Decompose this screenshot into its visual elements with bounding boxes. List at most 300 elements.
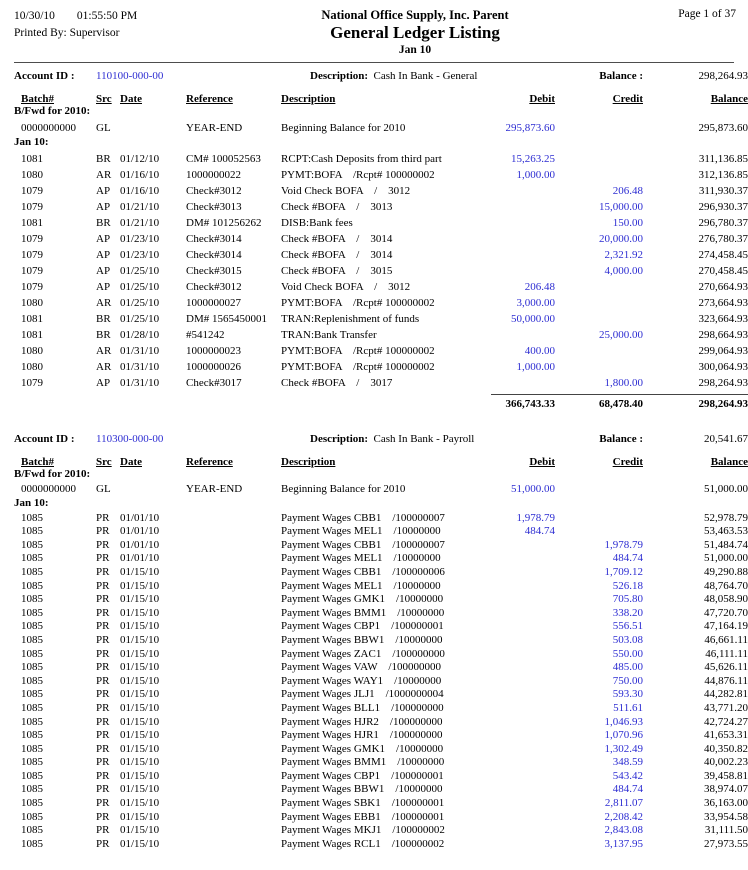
cell-date: 01/15/10 xyxy=(120,579,160,592)
cell-balance: 270,458.45 xyxy=(698,265,748,277)
cell-balance: 299,064.93 xyxy=(698,345,748,357)
table-row xyxy=(14,838,748,852)
cell-credit: 556.51 xyxy=(612,620,643,633)
cell-src: PR xyxy=(96,688,110,701)
cell-credit: 484.74 xyxy=(612,783,643,796)
column-header-src: Src xyxy=(96,456,112,468)
cell-balance: 53,463.53 xyxy=(704,525,748,538)
column-header-date: Date xyxy=(120,93,142,105)
cell-credit: 484.74 xyxy=(612,552,643,565)
table-row xyxy=(14,566,748,580)
cell-debit: 1,000.00 xyxy=(516,169,555,181)
cell-description: Payment Wages SBK1 /100000001 xyxy=(281,797,445,810)
cell-batch: 1085 xyxy=(21,769,43,782)
cell-balance: 298,264.93 xyxy=(698,377,748,389)
cell-src: PR xyxy=(96,729,110,742)
cell-batch: 1079 xyxy=(21,233,43,245)
table-row xyxy=(14,716,748,730)
cell-balance: 43,771.20 xyxy=(704,701,748,714)
cell-balance: 48,058.90 xyxy=(704,593,748,606)
cell-batch: 1080 xyxy=(21,297,43,309)
cell-credit: 1,800.00 xyxy=(604,377,643,389)
table-row xyxy=(14,183,748,199)
cell-date: 01/15/10 xyxy=(120,593,160,606)
cell-date: 01/15/10 xyxy=(120,810,160,823)
cell-batch: 1085 xyxy=(21,742,43,755)
table-row xyxy=(14,702,748,716)
table-row xyxy=(14,661,748,675)
table-row xyxy=(14,824,748,838)
cell-date: 01/25/10 xyxy=(120,313,160,325)
cell-credit: 3,137.95 xyxy=(604,837,643,850)
cell-description: Payment Wages JLJ1 /1000000004 xyxy=(281,688,444,701)
cell-debit: 1,978.79 xyxy=(516,511,555,524)
cell-credit: 150.00 xyxy=(612,217,643,229)
cell-batch: 1085 xyxy=(21,633,43,646)
table-row xyxy=(14,279,748,295)
cell-balance: 31,111.50 xyxy=(704,824,748,837)
cell-batch: 1085 xyxy=(21,606,43,619)
cell-date: 01/01/10 xyxy=(120,538,160,551)
cell-batch: 1085 xyxy=(21,824,43,837)
cell-balance: 38,974.07 xyxy=(704,783,748,796)
cell-reference: Check#3012 xyxy=(186,281,242,293)
cell-reference: 1000000022 xyxy=(186,169,241,181)
cell-balance: 41,653.31 xyxy=(704,729,748,742)
cell-reference: Check#3017 xyxy=(186,377,242,389)
cell-reference: #541242 xyxy=(186,329,225,341)
cell-description: PYMT:BOFA /Rcpt# 100000002 xyxy=(281,361,435,373)
cell-batch: 1079 xyxy=(21,281,43,293)
cell-date: 01/15/10 xyxy=(120,633,160,646)
description-label: Description: xyxy=(310,70,369,82)
cell-credit: 485.00 xyxy=(612,661,643,674)
cell-src: PR xyxy=(96,742,110,755)
cell-date: 01/15/10 xyxy=(120,715,160,728)
cell-balance: 52,978.79 xyxy=(704,511,748,524)
accounts-list xyxy=(0,63,748,851)
total-balance xyxy=(643,394,748,410)
report-title: General Ledger Listing xyxy=(330,23,500,42)
cell-src: AP xyxy=(96,201,111,213)
account-description xyxy=(296,70,555,82)
cell-description: Payment Wages GMK1 /10000000 xyxy=(281,742,444,755)
company-name: National Office Supply, Inc. Parent xyxy=(321,8,509,22)
cell-credit: 750.00 xyxy=(612,674,643,687)
cell-date: 01/23/10 xyxy=(120,249,160,261)
cell-date: 01/31/10 xyxy=(120,361,160,373)
cell-credit: 550.00 xyxy=(612,647,643,660)
column-header-date: Date xyxy=(120,456,142,468)
account-id-value: 110300-000-00 xyxy=(96,433,164,445)
cell-batch: 1085 xyxy=(21,511,43,524)
cell-credit: 1,978.79 xyxy=(604,538,643,551)
cell-src: PR xyxy=(96,661,110,674)
cell-src: PR xyxy=(96,552,110,565)
cell-src: PR xyxy=(96,633,110,646)
cell-batch: 1085 xyxy=(21,620,43,633)
account-info-row xyxy=(14,426,748,451)
table-row xyxy=(14,593,748,607)
cell-credit: 511.61 xyxy=(613,701,643,714)
cell-description: Check #BOFA / 3014 xyxy=(281,249,393,261)
cell-description: Check #BOFA / 3017 xyxy=(281,377,393,389)
cell-balance: 296,930.37 xyxy=(698,201,748,213)
cell-reference: CM# 100052563 xyxy=(186,153,261,165)
cell-reference: 1000000027 xyxy=(186,297,241,309)
table-row xyxy=(14,811,748,825)
table-row xyxy=(14,756,748,770)
cell-description: TRAN:Bank Transfer xyxy=(281,329,377,341)
cell-credit: 593.30 xyxy=(612,688,643,701)
cell-batch: 1085 xyxy=(21,579,43,592)
cell-credit: 4,000.00 xyxy=(604,265,643,277)
cell-src: PR xyxy=(96,810,110,823)
account-section xyxy=(14,63,748,426)
table-row xyxy=(14,620,748,634)
cell-debit: 3,000.00 xyxy=(516,297,555,309)
cell-date: 01/01/10 xyxy=(120,525,160,538)
cell-description: Payment Wages MKJ1 /100000002 xyxy=(281,824,445,837)
column-header-description: Description xyxy=(281,456,336,468)
cell-credit: 705.80 xyxy=(612,593,643,606)
cell-src: PR xyxy=(96,701,110,714)
cell-balance: 298,664.93 xyxy=(698,329,748,341)
table-row xyxy=(14,729,748,743)
cell-batch: 1085 xyxy=(21,756,43,769)
cell-credit: 1,046.93 xyxy=(604,715,643,728)
cell-description: Void Check BOFA / 3012 xyxy=(281,185,411,197)
print-datetime xyxy=(14,8,214,25)
cell-reference: 1000000026 xyxy=(186,361,241,373)
cell-batch: 1081 xyxy=(21,329,43,341)
column-header-batch: Batch# xyxy=(21,456,54,468)
cell-src: AP xyxy=(96,265,111,277)
column-header-reference: Reference xyxy=(186,456,233,468)
table-row xyxy=(14,525,748,539)
cell-reference: YEAR-END xyxy=(186,122,243,134)
cell-description: Payment Wages HJR1 /100000000 xyxy=(281,729,443,742)
cell-batch: 1085 xyxy=(21,837,43,850)
cell-description: Payment Wages ZAC1 /100000000 xyxy=(281,647,445,660)
cell-debit: 15,263.25 xyxy=(511,153,555,165)
account-id-label: Account ID : xyxy=(14,70,75,82)
cell-date: 01/15/10 xyxy=(120,606,160,619)
cell-date: 01/15/10 xyxy=(120,783,160,796)
cell-date: 01/15/10 xyxy=(120,742,160,755)
cell-description: Beginning Balance for 2010 xyxy=(281,483,406,495)
cell-batch: 1085 xyxy=(21,715,43,728)
total-debit xyxy=(491,394,555,410)
cell-batch: 1085 xyxy=(21,565,43,578)
cell-date: 01/12/10 xyxy=(120,153,160,165)
cell-batch: 1079 xyxy=(21,185,43,197)
cell-balance: 39,458.81 xyxy=(704,769,748,782)
cell-date: 01/16/10 xyxy=(120,169,160,181)
cell-batch: 1080 xyxy=(21,361,43,373)
cell-batch: 0000000000 xyxy=(21,122,76,134)
group-label: Jan 10: xyxy=(14,136,49,148)
column-header-row xyxy=(14,88,748,105)
report-header xyxy=(0,0,748,57)
total-debit-value: 366,743.33 xyxy=(491,394,555,410)
balance-label: Balance : xyxy=(599,70,643,82)
cell-batch: 1080 xyxy=(21,345,43,357)
cell-balance: 45,626.11 xyxy=(704,661,748,674)
cell-date: 01/15/10 xyxy=(120,647,160,660)
table-row xyxy=(14,359,748,375)
cell-description: RCPT:Cash Deposits from third part xyxy=(281,153,442,165)
cell-description: Payment Wages CBP1 /100000001 xyxy=(281,620,444,633)
cell-src: PR xyxy=(96,620,110,633)
cell-date: 01/15/10 xyxy=(120,674,160,687)
cell-batch: 1079 xyxy=(21,377,43,389)
table-row xyxy=(14,120,748,136)
column-header-debit: Debit xyxy=(529,93,555,105)
cell-balance: 40,350.82 xyxy=(704,742,748,755)
column-header-balance: Balance xyxy=(710,456,748,468)
description-value: Cash In Bank - General xyxy=(368,70,478,82)
table-row xyxy=(14,151,748,167)
table-row xyxy=(14,512,748,526)
account-id-value: 110100-000-00 xyxy=(96,70,164,82)
cell-description: Payment Wages MEL1 /10000000 xyxy=(281,579,441,592)
cell-date: 01/15/10 xyxy=(120,769,160,782)
cell-balance: 51,484.74 xyxy=(704,538,748,551)
cell-src: PR xyxy=(96,837,110,850)
cell-batch: 1085 xyxy=(21,701,43,714)
header-center xyxy=(214,8,616,57)
cell-src: BR xyxy=(96,153,111,165)
cell-src: BR xyxy=(96,313,111,325)
cell-date: 01/15/10 xyxy=(120,824,160,837)
cell-balance: 300,064.93 xyxy=(698,361,748,373)
table-row xyxy=(14,648,748,662)
cell-balance: 274,458.45 xyxy=(698,249,748,261)
cell-src: PR xyxy=(96,606,110,619)
cell-batch: 1085 xyxy=(21,674,43,687)
cell-batch: 1085 xyxy=(21,552,43,565)
cell-balance: 312,136.85 xyxy=(698,169,748,181)
cell-credit: 503.08 xyxy=(612,633,643,646)
cell-description: Payment Wages WAY1 /10000000 xyxy=(281,674,442,687)
table-row xyxy=(14,634,748,648)
cell-balance: 27,973.55 xyxy=(704,837,748,850)
column-header-description: Description xyxy=(281,93,336,105)
cell-src: PR xyxy=(96,593,110,606)
column-header-credit: Credit xyxy=(612,456,643,468)
cell-description: Payment Wages BBW1 /10000000 xyxy=(281,783,443,796)
cell-credit: 206.48 xyxy=(612,185,643,197)
cell-batch: 1085 xyxy=(21,797,43,810)
cell-balance: 323,664.93 xyxy=(698,313,748,325)
column-header-debit: Debit xyxy=(529,456,555,468)
cell-balance: 51,000.00 xyxy=(704,552,748,565)
column-header-credit: Credit xyxy=(612,93,643,105)
cell-date: 01/25/10 xyxy=(120,265,160,277)
cell-reference: YEAR-END xyxy=(186,483,243,495)
cell-description: DISB:Bank fees xyxy=(281,217,353,229)
cell-balance: 36,163.00 xyxy=(704,797,748,810)
table-row xyxy=(14,783,748,797)
cell-src: PR xyxy=(96,511,110,524)
table-row xyxy=(14,167,748,183)
cell-batch: 1079 xyxy=(21,265,43,277)
cell-batch: 1080 xyxy=(21,169,43,181)
cell-src: PR xyxy=(96,783,110,796)
cell-batch: 1085 xyxy=(21,538,43,551)
printed-by: Printed By: Supervisor xyxy=(14,27,120,39)
group-label: B/Fwd for 2010: xyxy=(14,105,91,117)
cell-description: TRAN:Replenishment of funds xyxy=(281,313,420,325)
cell-src: PR xyxy=(96,674,110,687)
report-period: Jan 10 xyxy=(398,44,432,56)
totals-row xyxy=(14,394,748,420)
table-row xyxy=(14,343,748,359)
cell-balance: 296,780.37 xyxy=(698,217,748,229)
cell-credit: 1,709.12 xyxy=(604,565,643,578)
cell-date: 01/16/10 xyxy=(120,185,160,197)
cell-description: Check #BOFA / 3015 xyxy=(281,265,393,277)
table-row xyxy=(14,675,748,689)
cell-batch: 1085 xyxy=(21,688,43,701)
table-row xyxy=(14,231,748,247)
cell-description: Check #BOFA / 3014 xyxy=(281,233,393,245)
cell-balance: 40,002.23 xyxy=(704,756,748,769)
cell-balance: 46,111.11 xyxy=(705,647,748,660)
cell-batch: 1085 xyxy=(21,661,43,674)
cell-description: PYMT:BOFA /Rcpt# 100000002 xyxy=(281,169,435,181)
cell-src: AR xyxy=(96,345,112,357)
cell-balance: 48,764.70 xyxy=(704,579,748,592)
table-row xyxy=(14,770,748,784)
cell-src: BR xyxy=(96,329,111,341)
table-row xyxy=(14,539,748,553)
cell-batch: 1079 xyxy=(21,249,43,261)
cell-balance: 295,873.60 xyxy=(698,122,748,134)
cell-src: AP xyxy=(96,377,111,389)
cell-credit: 2,208.42 xyxy=(604,810,643,823)
table-row xyxy=(14,483,748,497)
total-credit-value: 68,478.40 xyxy=(555,394,643,410)
cell-balance: 47,720.70 xyxy=(704,606,748,619)
cell-batch: 1085 xyxy=(21,647,43,660)
table-row xyxy=(14,327,748,343)
cell-date: 01/31/10 xyxy=(120,377,160,389)
cell-reference: Check#3013 xyxy=(186,201,242,213)
cell-credit: 543.42 xyxy=(612,769,643,782)
balance-value: 20,541.67 xyxy=(704,433,748,445)
cell-credit: 1,302.49 xyxy=(604,742,643,755)
column-header-batch: Batch# xyxy=(21,93,54,105)
cell-batch: 0000000000 xyxy=(21,483,76,495)
header-left xyxy=(14,8,214,57)
table-row xyxy=(14,215,748,231)
cell-batch: 1085 xyxy=(21,729,43,742)
column-header-balance: Balance xyxy=(710,93,748,105)
cell-credit: 526.18 xyxy=(612,579,643,592)
cell-date: 01/25/10 xyxy=(120,281,160,293)
print-date: 10/30/10 xyxy=(14,10,55,22)
cell-src: BR xyxy=(96,217,111,229)
print-time: 01:55:50 PM xyxy=(76,10,138,22)
cell-balance: 44,876.11 xyxy=(704,674,748,687)
cell-batch: 1081 xyxy=(21,153,43,165)
cell-balance: 270,664.93 xyxy=(698,281,748,293)
cell-balance: 49,290.88 xyxy=(704,565,748,578)
cell-description: Payment Wages BMM1 /10000000 xyxy=(281,756,445,769)
cell-reference: DM# 1565450001 xyxy=(186,313,267,325)
cell-batch: 1085 xyxy=(21,783,43,796)
cell-credit: 20,000.00 xyxy=(599,233,643,245)
cell-src: PR xyxy=(96,565,110,578)
cell-date: 01/15/10 xyxy=(120,837,160,850)
cell-batch: 1085 xyxy=(21,525,43,538)
cell-balance: 273,664.93 xyxy=(698,297,748,309)
cell-description: Payment Wages BBW1 /10000000 xyxy=(281,633,443,646)
cell-src: PR xyxy=(96,769,110,782)
cell-src: PR xyxy=(96,824,110,837)
cell-reference: 1000000023 xyxy=(186,345,241,357)
cell-reference: Check#3015 xyxy=(186,265,242,277)
cell-description: Payment Wages GMK1 /10000000 xyxy=(281,593,444,606)
cell-src: AP xyxy=(96,249,111,261)
cell-credit: 2,811.07 xyxy=(604,797,643,810)
cell-batch: 1085 xyxy=(21,810,43,823)
table-row xyxy=(14,743,748,757)
cell-reference: Check#3012 xyxy=(186,185,242,197)
cell-src: GL xyxy=(96,122,111,134)
cell-credit: 2,321.92 xyxy=(604,249,643,261)
cell-src: AP xyxy=(96,233,111,245)
cell-balance: 33,954.58 xyxy=(704,810,748,823)
cell-description: Payment Wages HJR2 /100000000 xyxy=(281,715,443,728)
table-row xyxy=(14,688,748,702)
total-balance-value: 298,264.93 xyxy=(643,394,748,410)
cell-debit: 295,873.60 xyxy=(505,122,555,134)
cell-src: PR xyxy=(96,756,110,769)
cell-credit: 15,000.00 xyxy=(599,201,643,213)
cell-debit: 484.74 xyxy=(524,525,555,538)
cell-date: 01/21/10 xyxy=(120,201,160,213)
description-label: Description: xyxy=(310,433,369,445)
cell-balance: 44,282.81 xyxy=(704,688,748,701)
cell-date: 01/28/10 xyxy=(120,329,160,341)
cell-date: 01/01/10 xyxy=(120,552,160,565)
cell-balance: 47,164.19 xyxy=(704,620,748,633)
cell-date: 01/21/10 xyxy=(120,217,160,229)
cell-debit: 1,000.00 xyxy=(516,361,555,373)
cell-balance: 311,136.85 xyxy=(698,153,748,165)
cell-batch: 1081 xyxy=(21,217,43,229)
cell-description: Payment Wages MEL1 /10000000 xyxy=(281,525,441,538)
cell-date: 01/23/10 xyxy=(120,233,160,245)
cell-reference: Check#3014 xyxy=(186,233,242,245)
table-row xyxy=(14,375,748,391)
group-label: Jan 10: xyxy=(14,496,49,509)
cell-date: 01/01/10 xyxy=(120,511,160,524)
cell-credit: 2,843.08 xyxy=(604,824,643,837)
cell-balance: 51,000.00 xyxy=(704,483,748,495)
table-row xyxy=(14,263,748,279)
cell-description: Payment Wages RCL1 /100000002 xyxy=(281,837,445,850)
cell-description: Payment Wages CBP1 /100000001 xyxy=(281,769,444,782)
cell-batch: 1081 xyxy=(21,313,43,325)
table-row xyxy=(14,295,748,311)
cell-batch: 1079 xyxy=(21,201,43,213)
cell-src: PR xyxy=(96,538,110,551)
cell-balance: 46,661.11 xyxy=(704,633,748,646)
